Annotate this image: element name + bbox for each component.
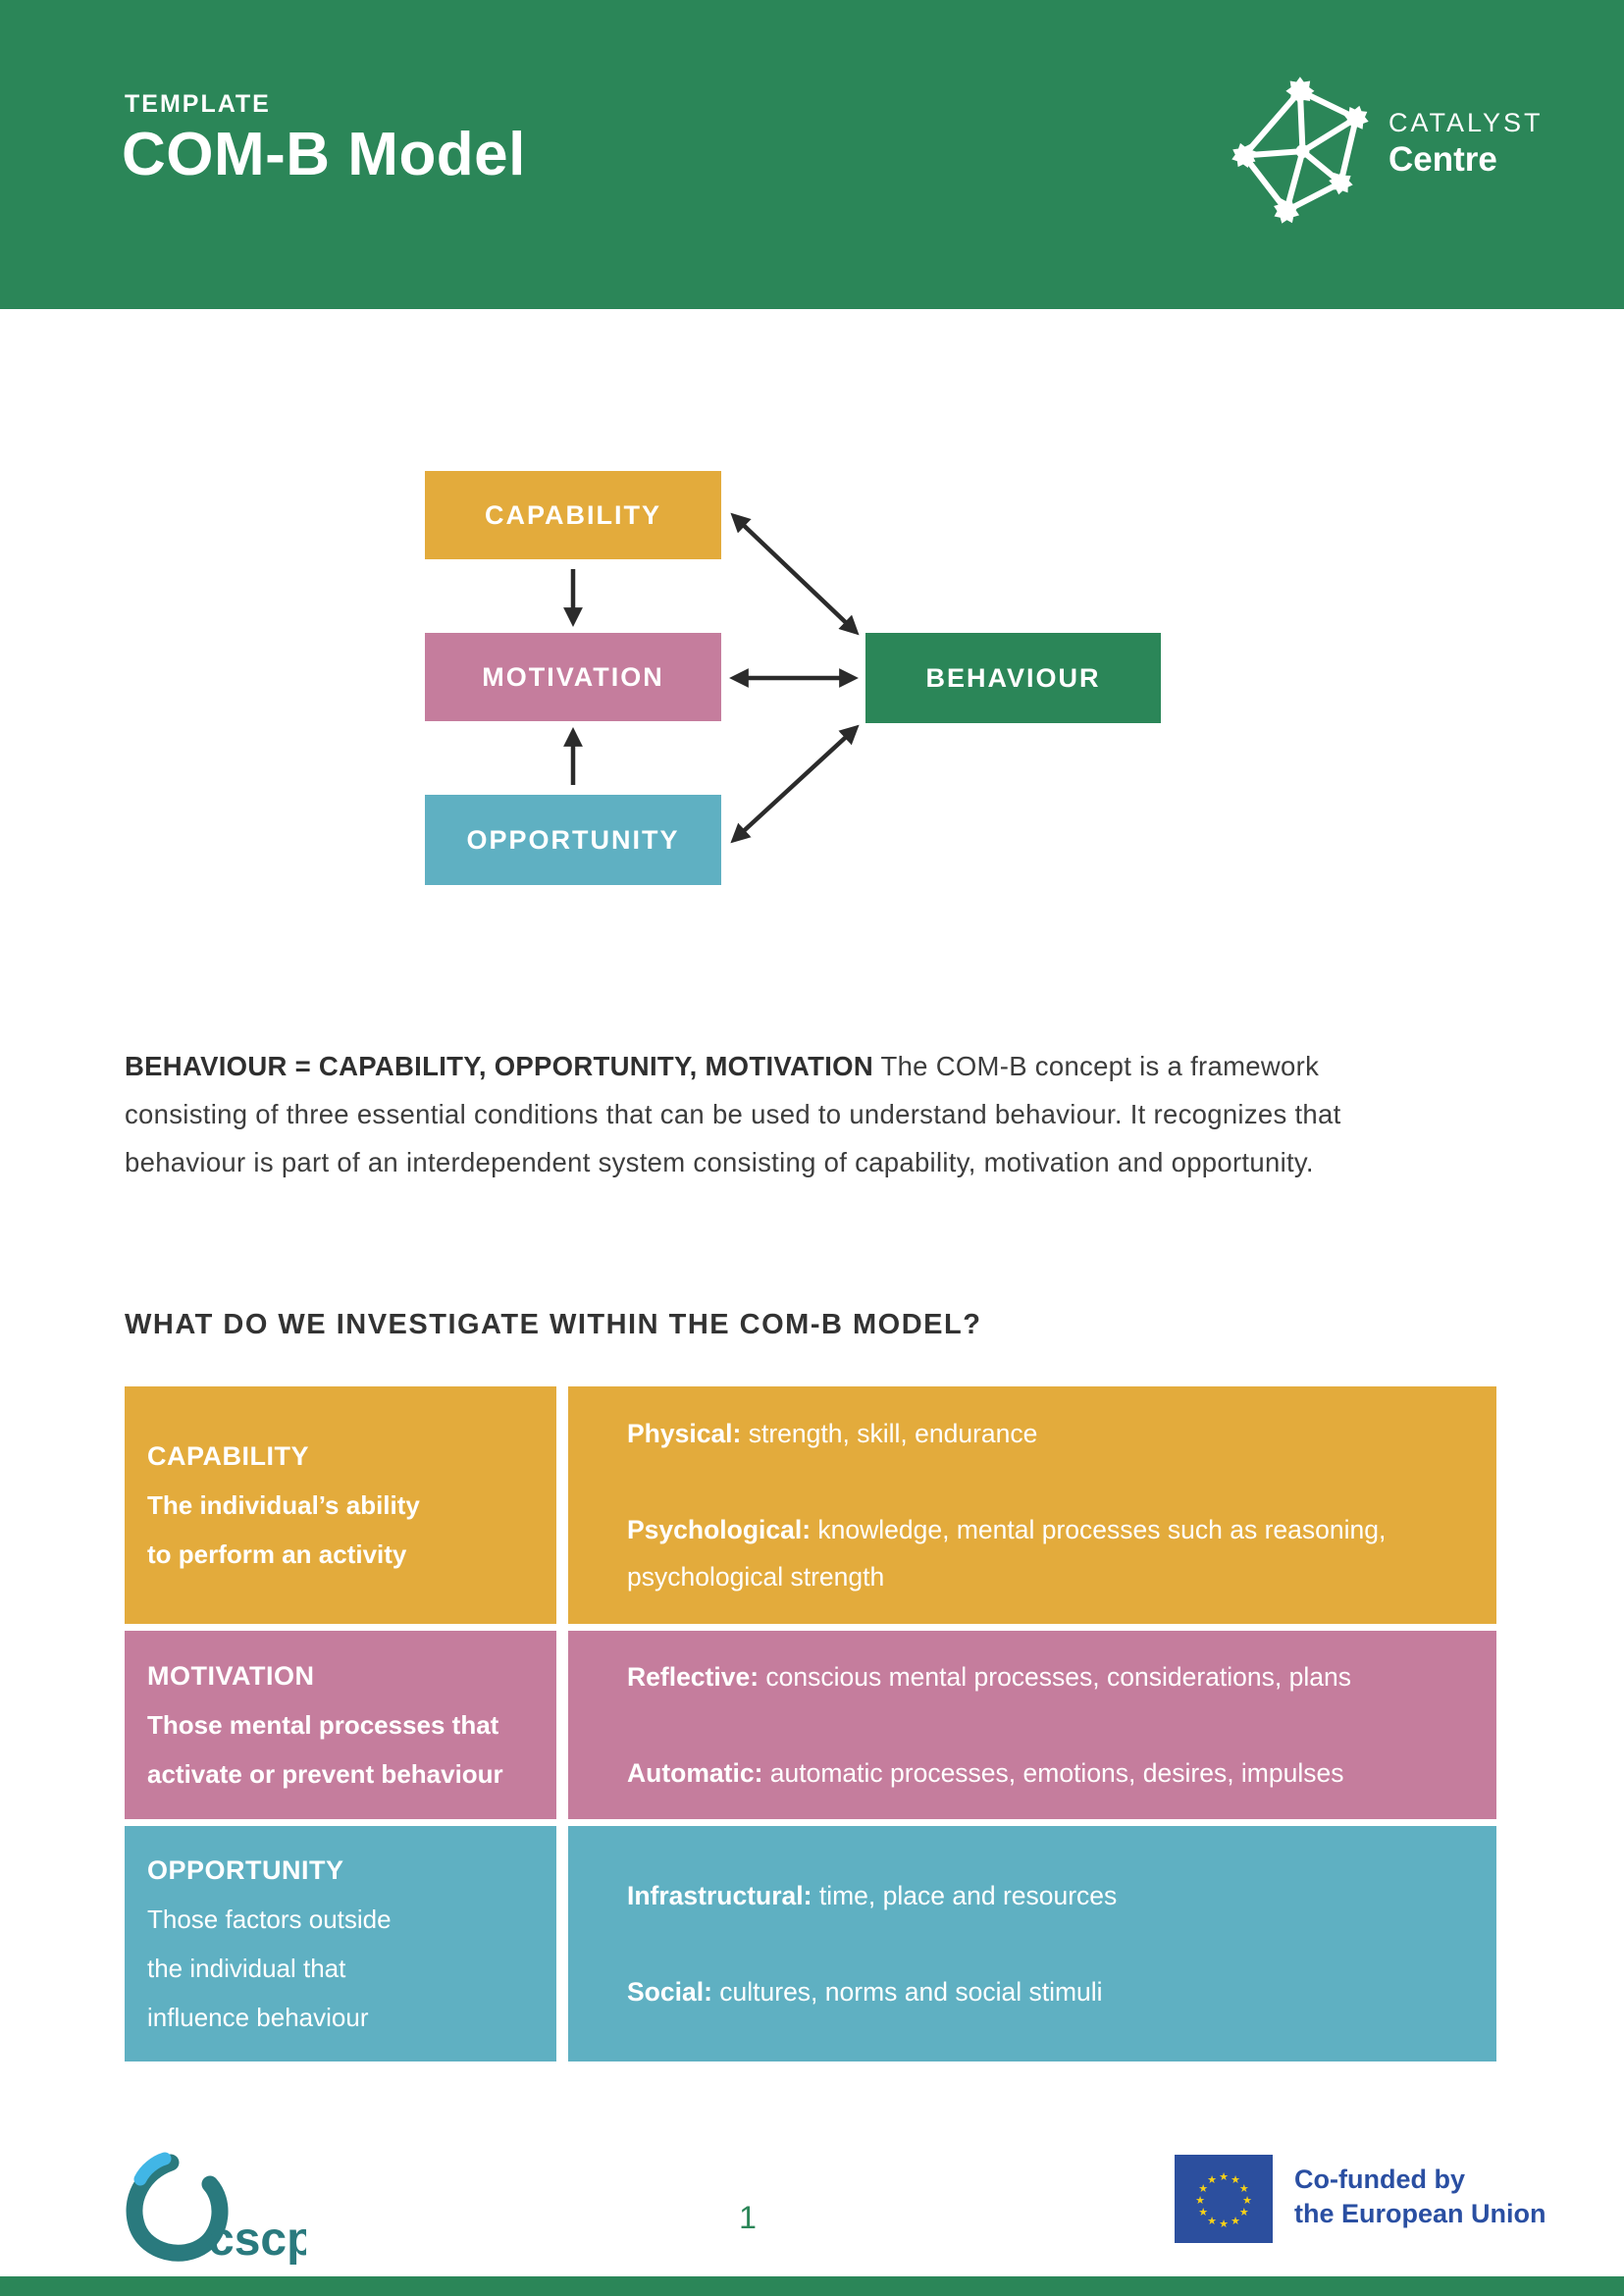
catalyst-logo-line1: CATALYST bbox=[1388, 108, 1544, 137]
catalyst-logo-line2: Centre bbox=[1388, 140, 1497, 179]
header-eyebrow: TEMPLATE bbox=[125, 90, 271, 118]
eu-cofunded-line2: the European Union bbox=[1294, 2199, 1546, 2228]
table-row-motivation bbox=[125, 1631, 1496, 1819]
item-term: Psychological: bbox=[627, 1515, 812, 1544]
svg-text:★: ★ bbox=[1219, 2170, 1229, 2183]
row-title: MOTIVATION bbox=[147, 1661, 315, 1691]
eu-flag-icon bbox=[1175, 2155, 1273, 2243]
svg-text:★: ★ bbox=[1238, 2182, 1249, 2195]
header-banner bbox=[0, 0, 1624, 309]
row-title: OPPORTUNITY bbox=[147, 1855, 344, 1885]
svg-text:★: ★ bbox=[1207, 2173, 1217, 2186]
item-text: knowledge, mental processes such as reasoning, psychological strength bbox=[627, 1515, 1387, 1592]
svg-text:★: ★ bbox=[1198, 2182, 1209, 2195]
row-desc-line: The individual’s ability bbox=[147, 1490, 420, 1520]
page-title: COM-B Model bbox=[122, 121, 526, 188]
table-item bbox=[627, 1506, 1412, 1600]
item-term: Social: bbox=[627, 1977, 712, 2007]
row-desc-line: influence behaviour bbox=[147, 2003, 369, 2032]
svg-text:★: ★ bbox=[1207, 2214, 1217, 2227]
svg-text:★: ★ bbox=[1219, 2218, 1229, 2230]
catalyst-centre-logo bbox=[1222, 71, 1545, 228]
catalyst-logo-text bbox=[1388, 108, 1544, 180]
item-text: conscious mental processes, considerations, plans bbox=[765, 1662, 1351, 1692]
cscp-logo bbox=[110, 2147, 306, 2274]
diagram-box-motivation: MOTIVATION bbox=[425, 633, 721, 721]
opportunity-left-cell bbox=[125, 1826, 556, 2061]
eu-cofunded-line1: Co-funded by bbox=[1294, 2165, 1465, 2194]
row-desc-line: Those factors outside bbox=[147, 1905, 392, 1934]
table-item bbox=[627, 1410, 1461, 1457]
row-desc-line: Those mental processes that bbox=[147, 1710, 499, 1740]
diagram-box-capability: CAPABILITY bbox=[425, 471, 721, 559]
table-item bbox=[627, 1968, 1461, 2015]
opportunity-right-cell bbox=[568, 1826, 1496, 2061]
table-row-capability bbox=[125, 1386, 1496, 1624]
item-term: Automatic: bbox=[627, 1758, 763, 1788]
row-desc-line: activate or prevent behaviour bbox=[147, 1759, 503, 1789]
page-number: 1 bbox=[739, 2200, 757, 2235]
item-text: automatic processes, emotions, desires, impulses bbox=[769, 1758, 1344, 1788]
eu-cofunded-text bbox=[1294, 2163, 1546, 2243]
intro-bold-lead: BEHAVIOUR = CAPABILITY, OPPORTUNITY, MOTIVATION bbox=[125, 1051, 874, 1081]
table-row-opportunity bbox=[125, 1826, 1496, 2061]
diagram-box-opportunity: OPPORTUNITY bbox=[425, 795, 721, 885]
intro-body-text: The COM-B concept is a framework consisting of three essential conditions that can be used to understand behaviour. It recognizes that behaviour is part of an interdependent system consisting of capability, motivation and opportunity. bbox=[125, 1051, 1341, 1177]
motivation-right-cell bbox=[568, 1631, 1496, 1819]
motivation-left-cell bbox=[125, 1631, 556, 1819]
item-term: Reflective: bbox=[627, 1662, 760, 1692]
footer-green-bar bbox=[0, 2276, 1624, 2296]
capability-left-cell bbox=[125, 1386, 556, 1624]
svg-text:★: ★ bbox=[1231, 2173, 1240, 2186]
section-heading: WHAT DO WE INVESTIGATE WITHIN THE COM-B MODEL? bbox=[125, 1309, 982, 1340]
arrow-capability-behaviour bbox=[734, 516, 856, 632]
cscp-logo-icon bbox=[110, 2147, 306, 2270]
table-item bbox=[627, 1749, 1461, 1797]
svg-text:★: ★ bbox=[1198, 2206, 1209, 2218]
item-text: cultures, norms and social stimuli bbox=[719, 1977, 1103, 2007]
table-item bbox=[627, 1653, 1461, 1700]
svg-text:★: ★ bbox=[1242, 2194, 1252, 2207]
eu-cofunded-block bbox=[1175, 2155, 1546, 2243]
arrow-opportunity-behaviour bbox=[734, 728, 856, 840]
cscp-logo-text: cscp bbox=[208, 2214, 306, 2266]
item-term: Physical: bbox=[627, 1419, 742, 1448]
svg-text:★: ★ bbox=[1195, 2194, 1205, 2207]
catalyst-network-icon bbox=[1222, 71, 1384, 228]
com-b-table bbox=[125, 1386, 1496, 2068]
row-desc-line: to perform an activity bbox=[147, 1539, 407, 1569]
item-term: Infrastructural: bbox=[627, 1881, 812, 1910]
intro-paragraph bbox=[125, 1042, 1400, 1186]
item-text: strength, skill, endurance bbox=[748, 1419, 1038, 1448]
capability-right-cell bbox=[568, 1386, 1496, 1624]
svg-text:★: ★ bbox=[1231, 2214, 1240, 2227]
item-text: time, place and resources bbox=[818, 1881, 1118, 1910]
diagram-box-behaviour: BEHAVIOUR bbox=[865, 633, 1161, 723]
row-desc-line: the individual that bbox=[147, 1954, 346, 1983]
row-title: CAPABILITY bbox=[147, 1441, 309, 1471]
svg-text:★: ★ bbox=[1238, 2206, 1249, 2218]
table-item bbox=[627, 1872, 1461, 1919]
